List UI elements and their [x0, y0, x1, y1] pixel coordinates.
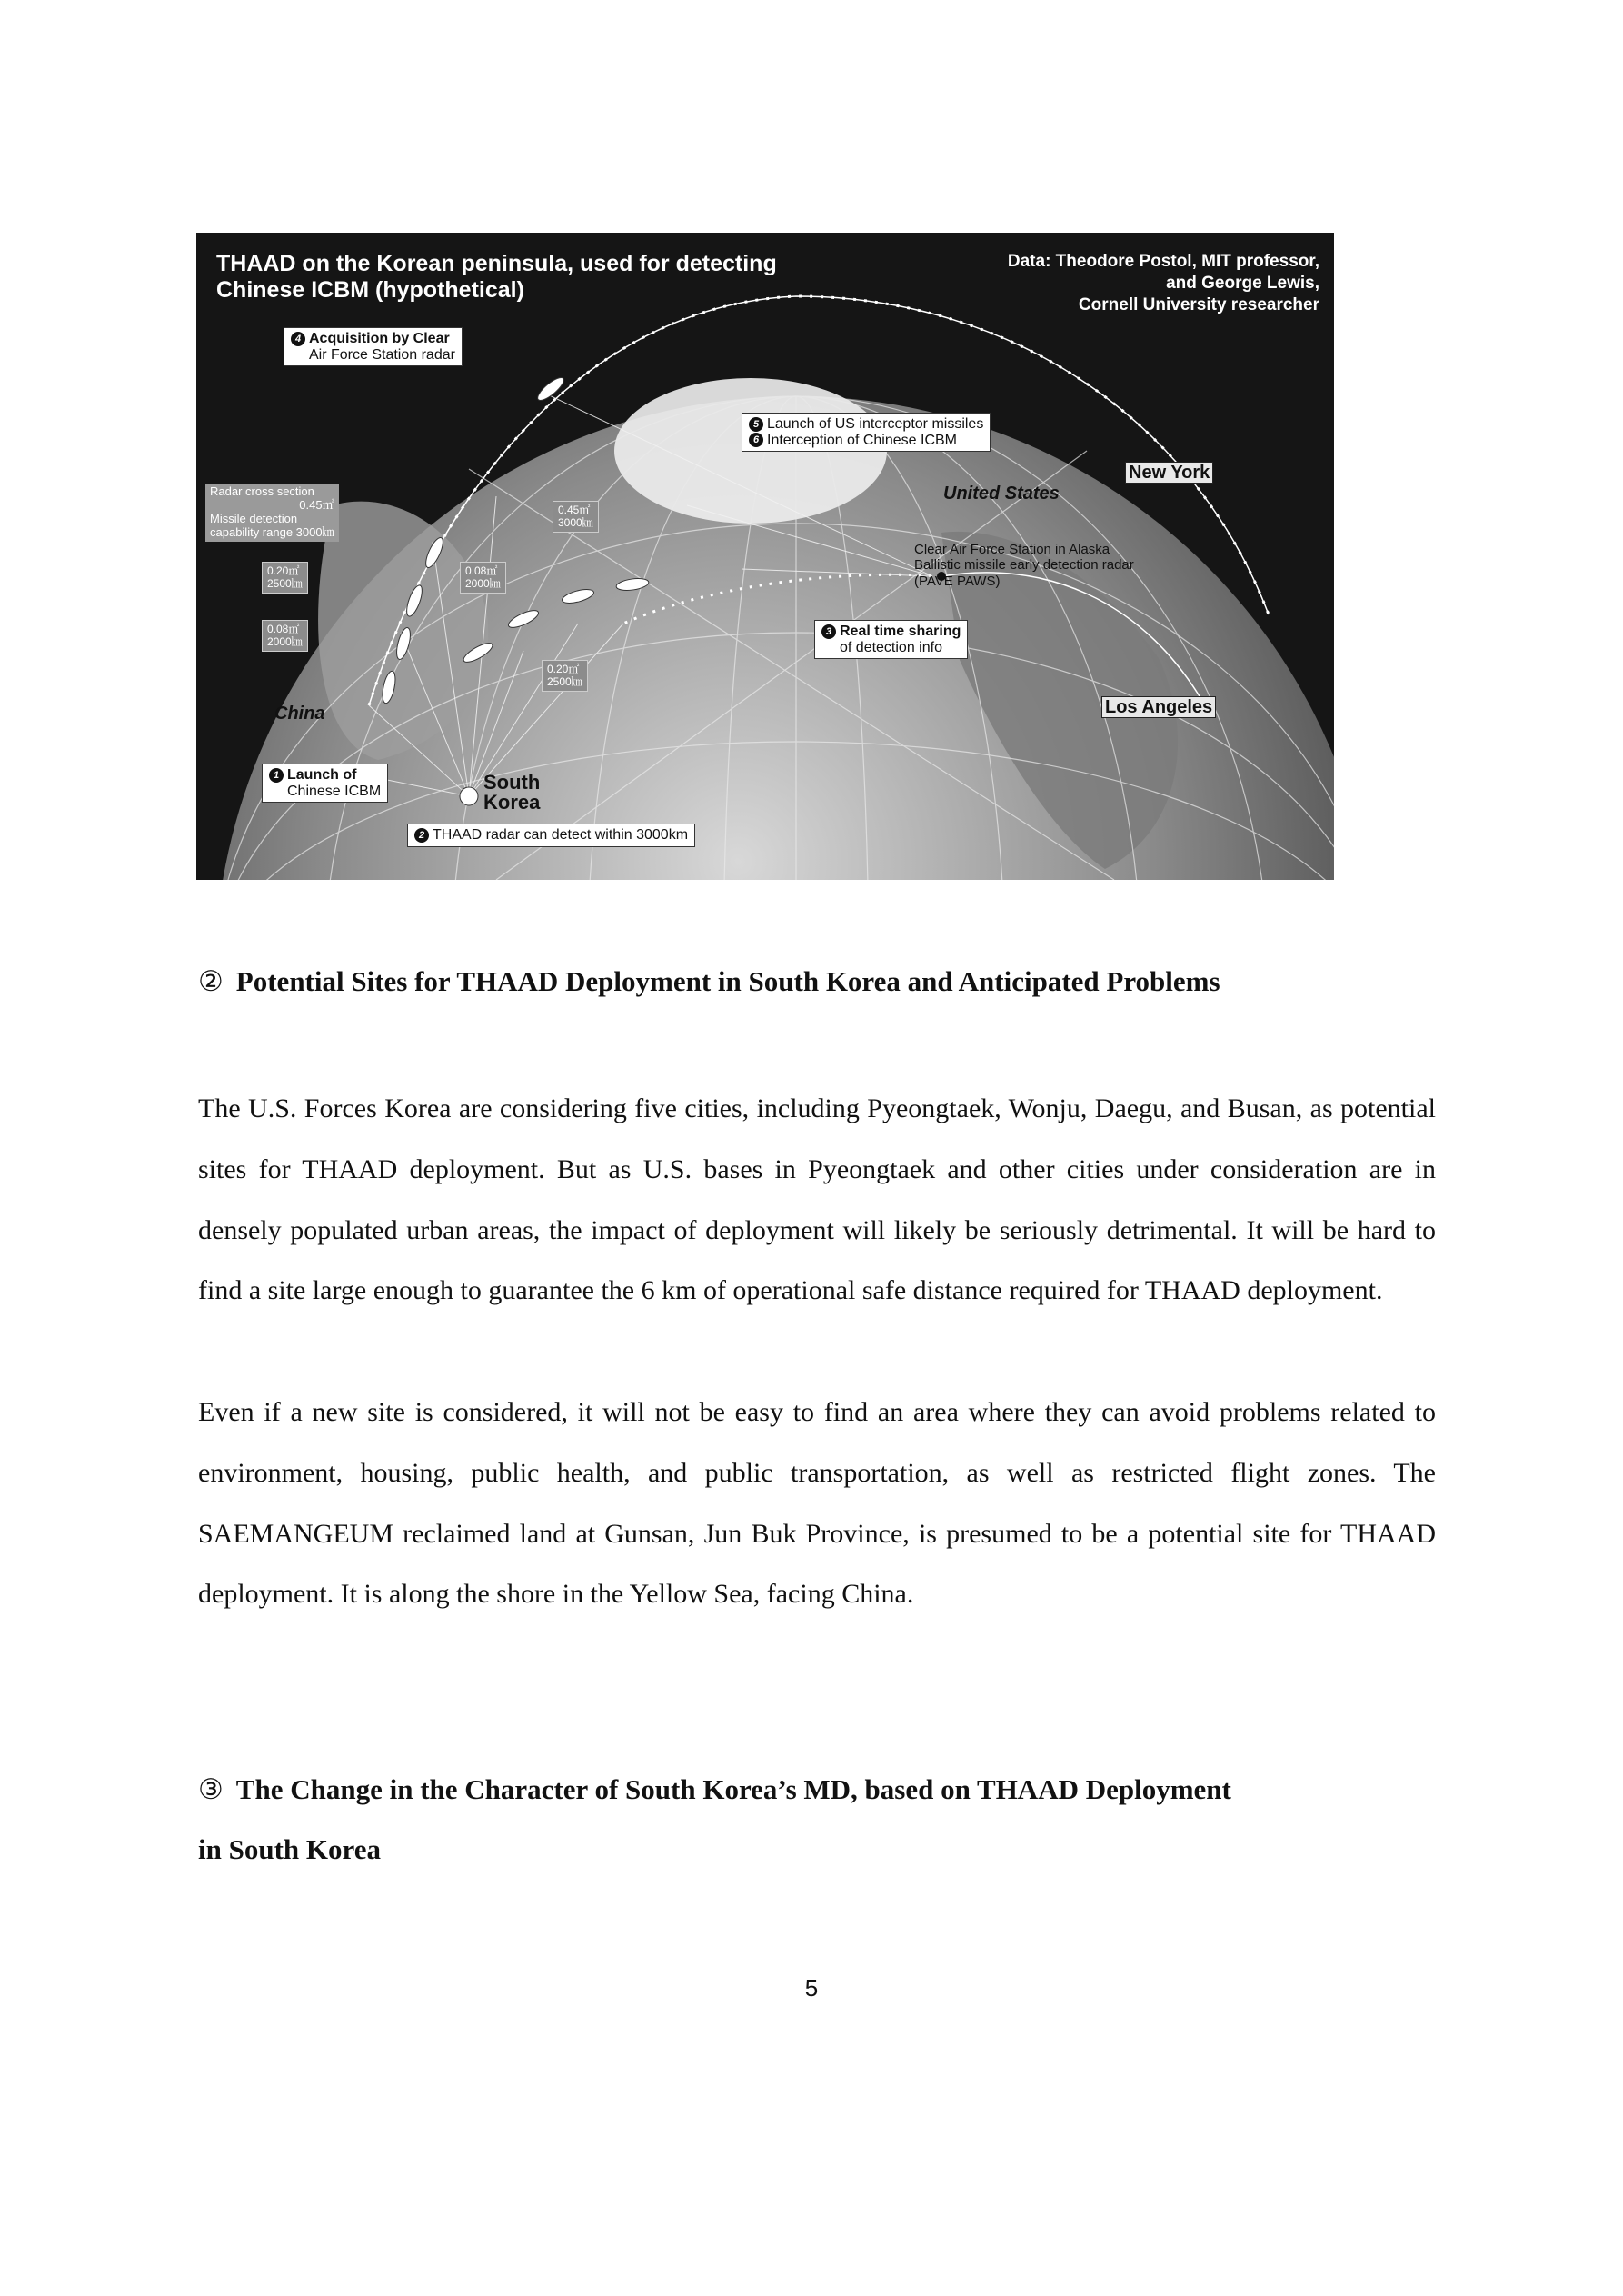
- callout-acquisition: 4 Acquisition by Clear Air Force Station radar: [284, 327, 463, 366]
- section2-paragraph-1: The U.S. Forces Korea are considering five cities, including Pyeongtaek, Wonju, Daegu, and Busan, as potential sites for THAAD deployment. But as U.S. bases in Pyeongtaek and other cities under consideration are in densely populated urban areas, the impact of deployment will likely be seriously detrimental. It will be hard to find a site large enough to guarantee the 6 km of operational safe distance required for THAAD deployment.: [198, 1093, 1436, 1306]
- page-number: 5: [804, 1974, 819, 2002]
- range-box-c: 0.08㎡ 2000㎞: [460, 562, 506, 594]
- section3-heading-line1: The Change in the Character of South Korea’s MD, based on THAAD Deployment: [235, 1773, 1231, 1805]
- label-china: China: [274, 704, 325, 724]
- section2-heading-text: Potential Sites for THAAD Deployment in South Korea and Anticipated Problems: [235, 965, 1220, 997]
- figure-title: THAAD on the Korean peninsula, used for detecting Chinese ICBM (hypothetical): [216, 251, 777, 303]
- label-new-york: New York: [1125, 462, 1213, 484]
- label-south-korea: South Korea: [483, 771, 541, 814]
- range-box-d: 0.45㎡ 3000㎞: [553, 501, 599, 533]
- callout-thaad-range: 2 THAAD radar can detect within 3000km: [407, 824, 695, 847]
- range-box-b: 0.08㎡ 2000㎞: [262, 620, 308, 652]
- thaad-site-marker: [460, 787, 478, 805]
- section2-marker: ②: [198, 965, 224, 997]
- label-los-angeles: Los Angeles: [1101, 696, 1216, 718]
- section2-paragraph-2: Even if a new site is considered, it will not be easy to find an area where they can avoid problems related to environment, housing, public health, and public transportation, as well as restricted flight zones. The SAEMANGEUM reclaimed land at Gunsan, Jun Buk Province, is presumed to be a potential site for THAAD deployment. It is along the shore in the Yellow Sea, facing China.: [198, 1397, 1436, 1610]
- callout-launch-icbm: 1 Launch of Chinese ICBM: [262, 764, 388, 803]
- callout-realtime-sharing: 3 Real time sharing of detection info: [814, 620, 968, 659]
- range-box-a: 0.20㎡ 2500㎞: [262, 562, 308, 594]
- radar-legend: Radar cross section 0.45㎡ Missile detection capability range 3000㎞: [205, 484, 339, 542]
- alaska-radar-label: Clear Air Force Station in Alaska Ballistic missile early detection radar (PAVE PAWS): [914, 542, 1134, 589]
- section2-heading: [198, 964, 1220, 998]
- figure-source: Data: Theodore Postol, MIT professor, and George Lewis, Cornell University researcher: [1007, 252, 1319, 314]
- range-box-e: 0.20㎡ 2500㎞: [542, 660, 588, 692]
- section3-heading-line2: in South Korea: [198, 1833, 381, 1865]
- section3-marker: ③: [198, 1773, 224, 1805]
- label-united-states: United States: [943, 484, 1060, 504]
- callout-interceptor: 5 Launch of US interceptor missiles 6 Interception of Chinese ICBM: [742, 413, 991, 452]
- section3-heading: [198, 1760, 1436, 1880]
- thaad-map-figure: [196, 233, 1334, 880]
